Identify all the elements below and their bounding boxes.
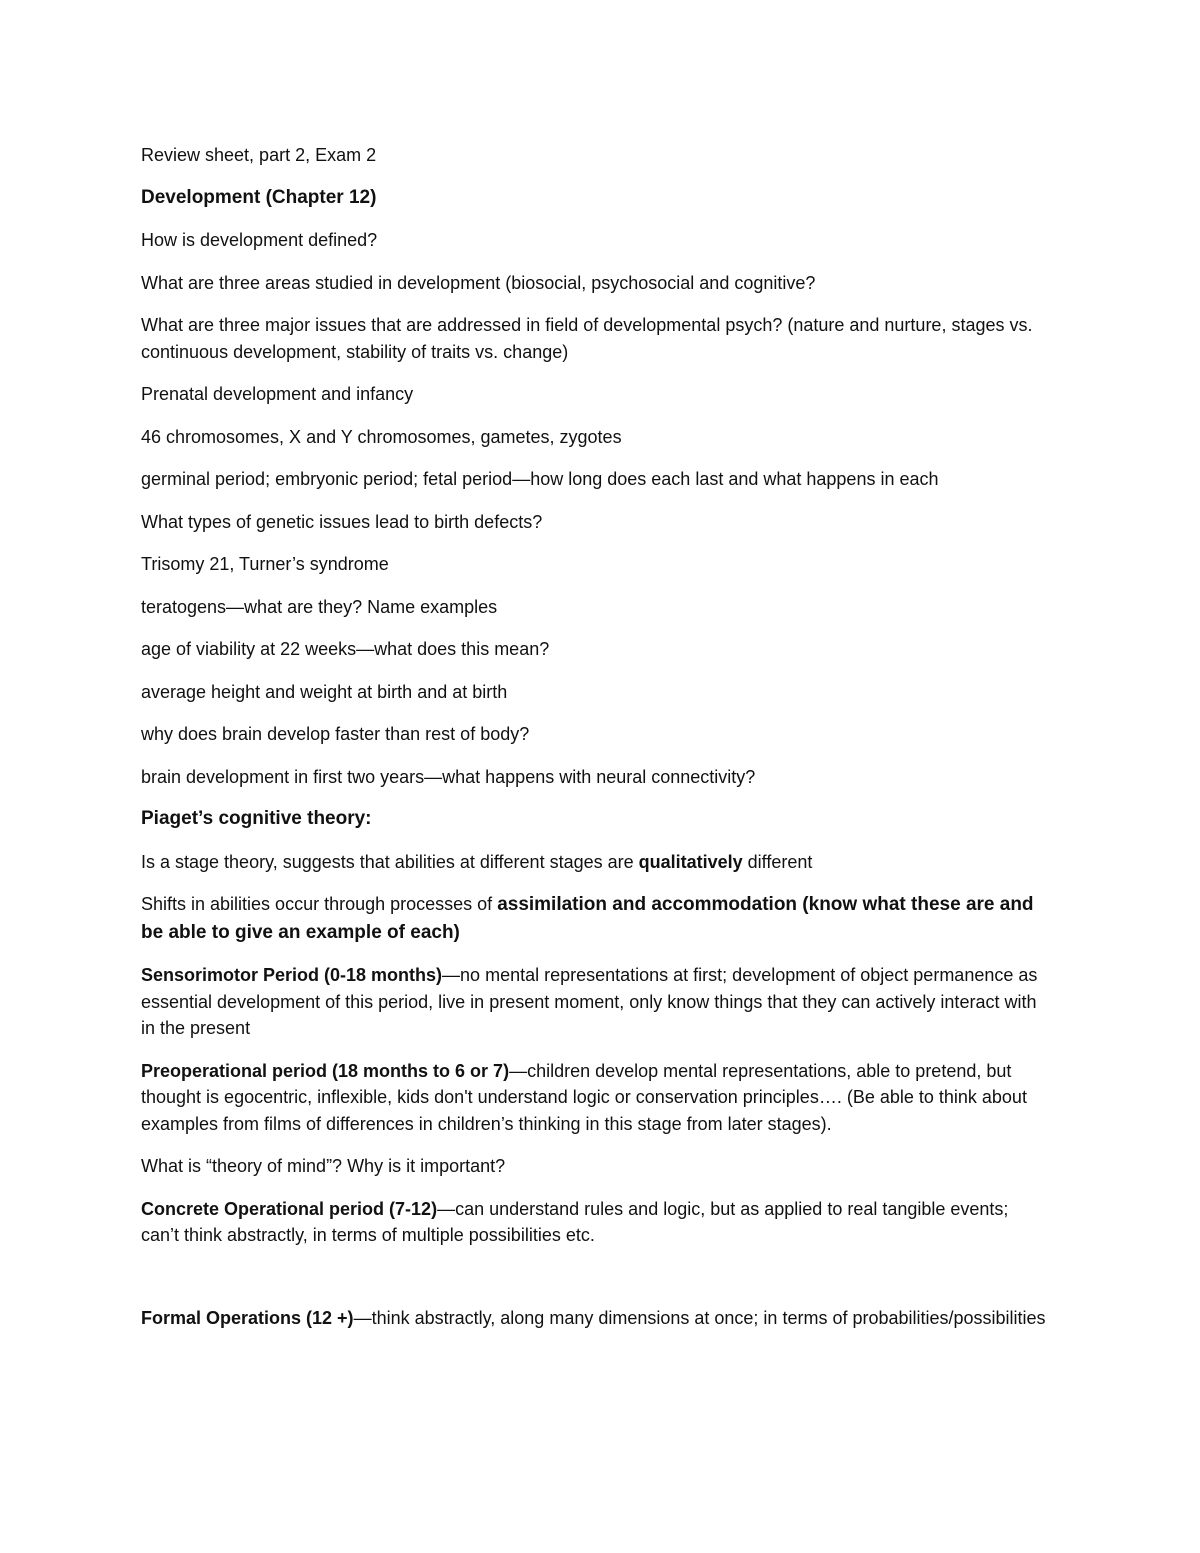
formal-paragraph: [141, 1305, 1051, 1332]
question-item: What are three areas studied in development (biosocial, psychosocial and cognitive?: [141, 272, 816, 293]
stage-label: Concrete Operational period (7-12): [141, 1198, 438, 1219]
stage-theory-paragraph: [141, 849, 1051, 876]
preoperational-paragraph: [141, 1058, 1051, 1138]
question-item: What are three major issues that are addressed in field of developmental psych? (nature and nurture, stages vs. continuous development, stability of traits vs. change): [141, 315, 1033, 362]
topic-item: 46 chromosomes, X and Y chromosomes, gametes, zygotes: [141, 426, 622, 447]
stage-description: —no mental representations at first; development of object permanence as essential development of this period, live in present moment, only know things that they can actively interact with in the present: [141, 965, 1038, 1038]
text-span: Shifts in abilities occur through processes of: [141, 894, 498, 914]
sensorimotor-paragraph: [141, 962, 1051, 1042]
document-title: Review sheet, part 2, Exam 2: [141, 145, 377, 165]
section-heading-piaget: Piaget’s cognitive theory:: [141, 808, 372, 829]
topic-item: teratogens—what are they? Name examples: [141, 596, 498, 617]
emphasis-text: qualitatively: [638, 851, 743, 872]
topic-item: brain development in first two years—what happens with neural connectivity?: [141, 766, 756, 787]
stage-label: Sensorimotor Period (0-18 months): [141, 965, 443, 985]
concrete-paragraph: [141, 1196, 1051, 1249]
topic-item: germinal period; embryonic period; fetal period—how long does each last and what happens in each: [141, 469, 939, 489]
topic-item: age of viability at 22 weeks—what does this mean?: [141, 639, 550, 659]
text-span: different: [742, 851, 813, 872]
text-span: Is a stage theory, suggests that abilities at different stages are: [141, 851, 639, 872]
section-heading-development: Development (Chapter 12): [141, 186, 377, 208]
stage-label: Formal Operations (12 +): [141, 1307, 354, 1328]
question-item: How is development defined?: [141, 230, 378, 250]
emphasis-text: assimilation and accommodation (know what these are and be able to give an example of each): [141, 894, 1034, 943]
document-body: [141, 142, 1051, 1331]
stage-description: —can understand rules and logic, but as applied to real tangible events; can’t think abstractly, in terms of multiple possibilities etc.: [141, 1198, 1009, 1245]
shifts-paragraph: [141, 891, 1051, 946]
theory-of-mind-question: What is “theory of mind”? Why is it important?: [141, 1156, 506, 1176]
topic-item: average height and weight at birth and at birth: [141, 681, 508, 702]
stage-label: Preoperational period (18 months to 6 or 7): [141, 1060, 510, 1081]
stage-description: —think abstractly, along many dimensions at once; in terms of probabilities/possibilities: [353, 1307, 1046, 1328]
question-item: why does brain develop faster than rest of body?: [141, 724, 530, 744]
topic-item: Prenatal development and infancy: [141, 384, 414, 404]
question-item: What types of genetic issues lead to birth defects?: [141, 511, 543, 532]
topic-item: Trisomy 21, Turner’s syndrome: [141, 554, 389, 574]
stage-description: —children develop mental representations, able to pretend, but thought is egocentric, inflexible, kids don't understand logic or conservation principles…. (Be able to think about examples from films of differences in children’s thinking in this stage from later stages).: [141, 1060, 1027, 1134]
